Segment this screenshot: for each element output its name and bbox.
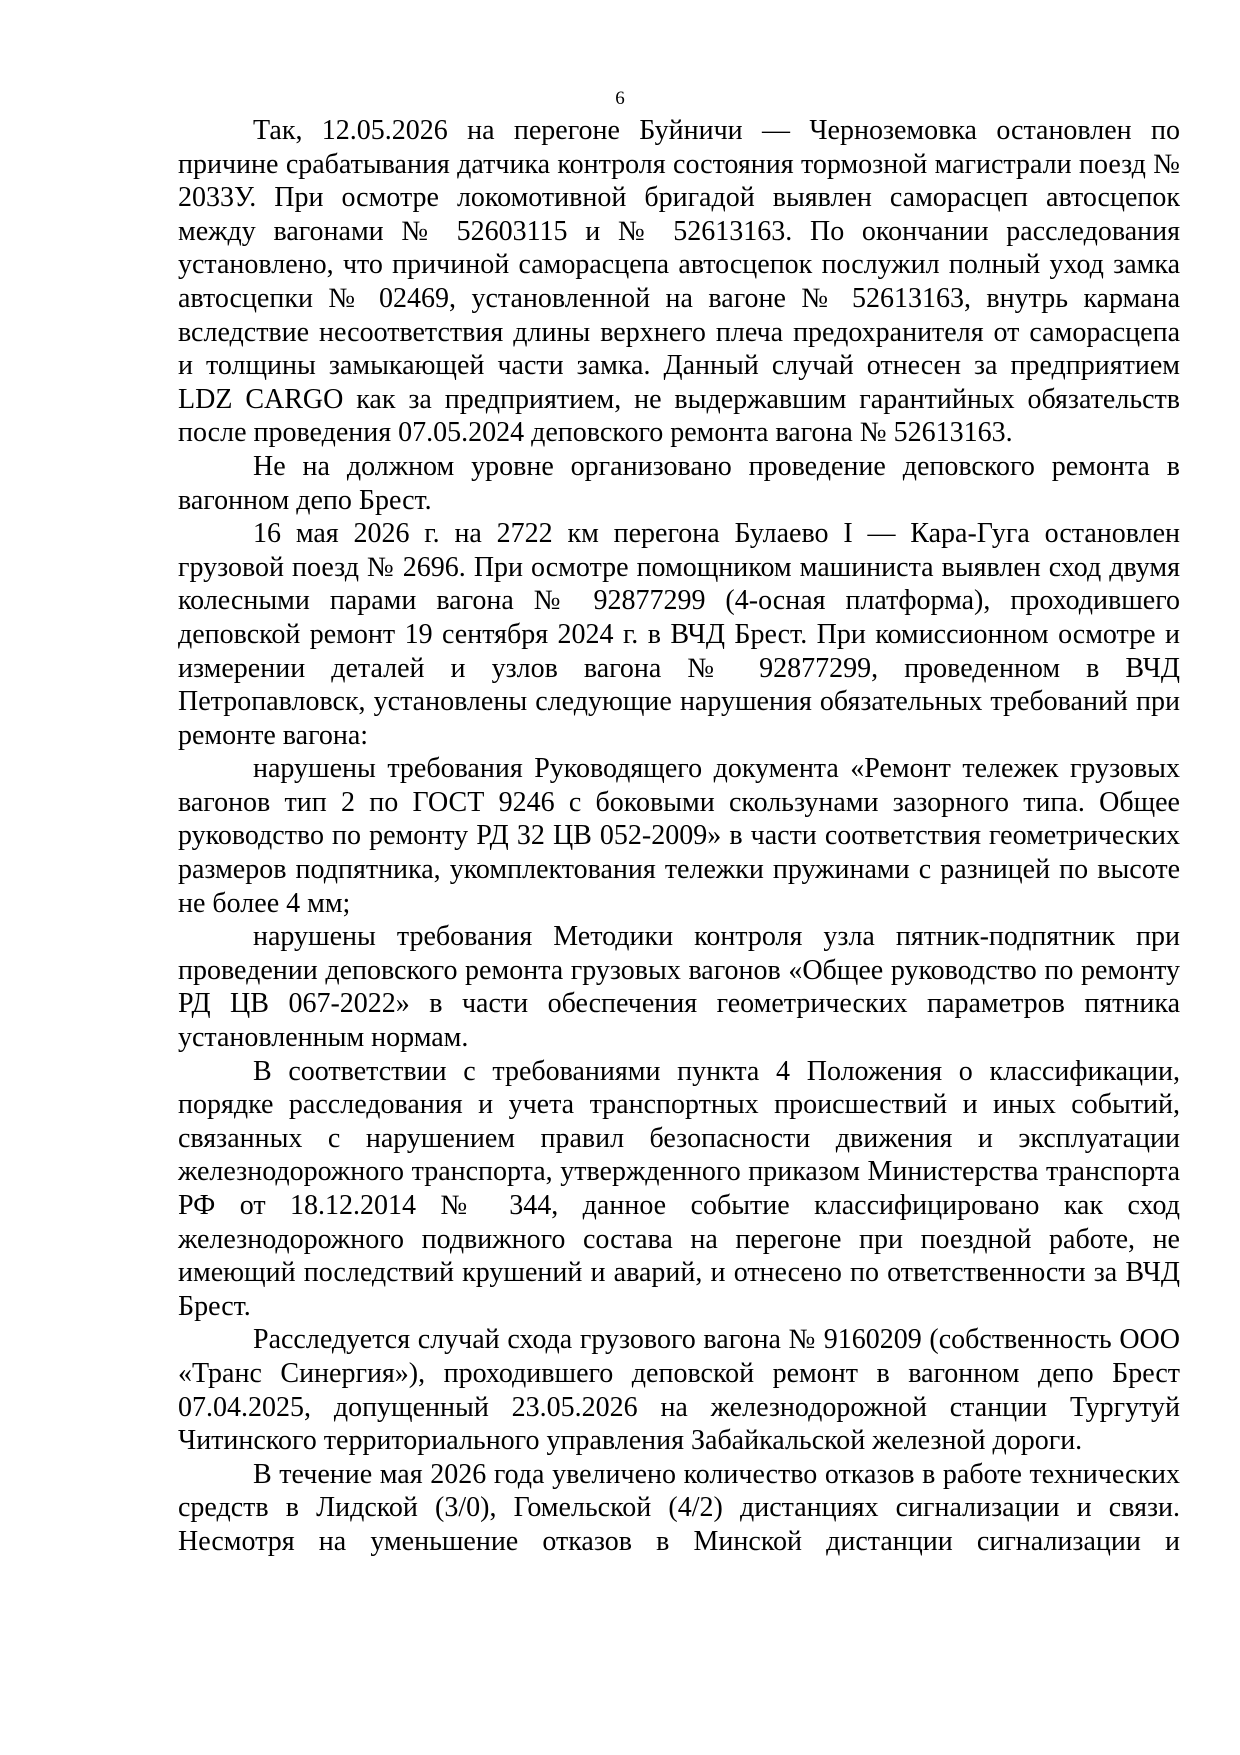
paragraph: 16 мая 2026 г. на 2722 км перегона Булаево I — Кара-Гуга остановлен грузовой поезд № 2696. При осмотре помощником машиниста выявлен сход двумя колесными парами вагона № 92877299 (4-осная платформа), проходившего деповской ремонт 19 сентября 2024 г. в ВЧД Брест. При комиссионном осмотре и измерении деталей и узлов вагона № 92877299, проведенном в ВЧД Петропавловск, установлены следующие нарушения обязательных требований при ремонте вагона: — [178, 518, 1180, 751]
paragraph: В соответствии с требованиями пункта 4 Положения о классификации, порядке расследования и учета транспортных происшествий и иных событий, связанных с нарушением правил безопасности движения и эксплуатации железнодорожного транспорта, утвержденного приказом Министерства транспорта РФ от 18.12.2014 № 344, данное событие классифицировано как сход железнодорожного подвижного состава на перегоне при поездной работе, не имеющий последствий крушений и аварий, и отнесено по ответственности за ВЧД Брест. — [178, 1055, 1180, 1322]
paragraph: В течение мая 2026 года увеличено количество отказов в работе технических средств в Лидской (3/0), Гомельской (4/2) дистанциях сигнализации и связи. Несмотря на уменьшение отказов в Минской дистанции сигнализации и — [178, 1458, 1180, 1557]
paragraph: нарушены требования Методики контроля узла пятник-подпятник при проведении деповского ремонта грузовых вагонов «Общее руководство по ремонту РД ЦВ 067-2022» в части обеспечения геометрических параметров пятника установленным нормам. — [178, 921, 1180, 1054]
paragraph: Расследуется случай схода грузового вагона № 9160209 (собственность ООО «Транс Синергия»), проходившего деповской ремонт в вагонном депо Брест 07.04.2025, допущенный 23.05.2026 на железнодорожной станции Тургутуй Читинского территориального управления Забайкальской железной дороги. — [178, 1324, 1180, 1457]
paragraph: нарушены требования Руководящего документа «Ремонт тележек грузовых вагонов тип 2 по ГОСТ 9246 с боковыми скользунами зазорного типа. Общее руководство по ремонту РД 32 ЦВ 052-2009» в части соответствия геометрических размеров подпятника, укомплектования тележки пружинами с разницей по высоте не более 4 мм; — [178, 753, 1180, 919]
document-body — [178, 114, 1180, 1559]
paragraph: Так, 12.05.2026 на перегоне Буйничи — Черноземовка остановлен по причине срабатывания датчика контроля состояния тормозной магистрали поезд № 2033У. При осмотре локомотивной бригадой выявлен саморасцеп автосцепок между вагонами № 52603115 и № 52613163. По окончании расследования установлено, что причиной саморасцепа автосцепок послужил полный уход замка автосцепки № 02469, установленной на вагоне № 52613163, внутрь кармана вследствие несоответствия длины верхнего плеча предохранителя от саморасцепа и толщины замыкающей части замка. Данный случай отнесен за предприятием LDZ CARGO как за предприятием, не выдержавшим гарантийных обязательств после проведения 07.05.2024 деповского ремонта вагона № 52613163. — [178, 115, 1180, 449]
paragraph: Не на должном уровне организовано проведение деповского ремонта в вагонном депо Брест. — [178, 450, 1180, 516]
page-number: 6 — [615, 88, 625, 109]
